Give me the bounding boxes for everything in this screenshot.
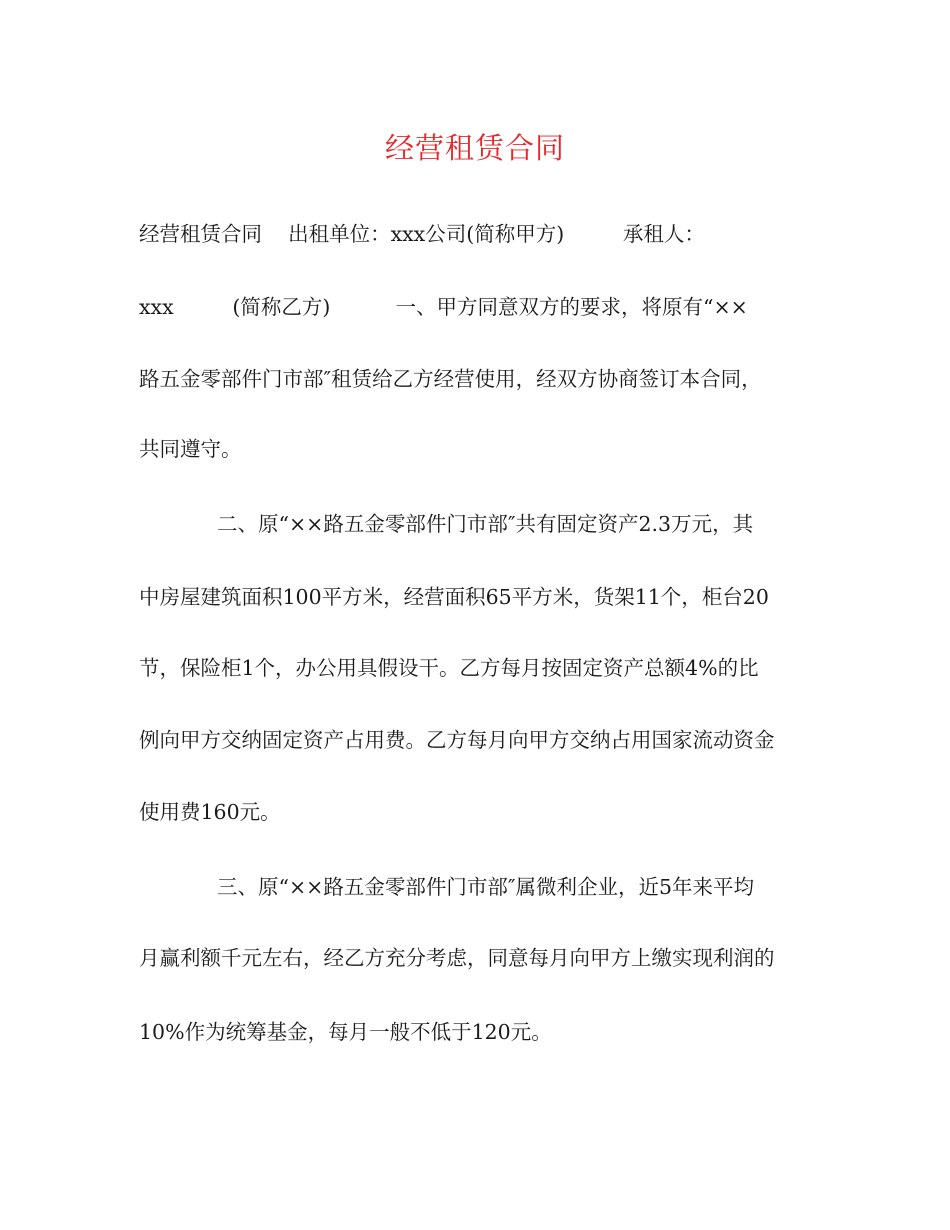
text-line-5: 二、原“××路五金零部件门市部″共有固定资产2.3万元，其	[217, 512, 754, 536]
text-line-8: 例向甲方交纳固定资产占用费。乙方每月向甲方交纳占用国家流动资金	[139, 728, 775, 752]
document-title: 经营租赁合同	[384, 131, 565, 165]
text-line-6: 中房屋建筑面积100平方米，经营面积65平方米，货架11个，柜台20	[139, 585, 769, 609]
text-line-12: 10%作为统筹基金，每月一般不低于120元。	[139, 1020, 552, 1044]
text-line-2: xxx (简称乙方) 一、甲方同意双方的要求，将原有“××	[139, 295, 748, 319]
text-line-11: 月赢利额千元左右，经乙方充分考虑，同意每月向甲方上缴实现利润的	[139, 946, 775, 970]
text-line-9: 使用费160元。	[139, 800, 281, 824]
text-line-4: 共同遵守。	[139, 437, 242, 461]
text-line-10: 三、原“××路五金零部件门市部″属微利企业，近5年来平均	[217, 875, 755, 899]
text-line-1: 经营租赁合同 出租单位：xxx公司(简称甲方) 承租人：	[139, 222, 705, 246]
text-line-7: 节，保险柜1个，办公用具假设干。乙方每月按固定资产总额4%的比	[139, 656, 759, 680]
text-line-3: 路五金零部件门市部″租赁给乙方经营使用，经双方协商签订本合同，	[139, 367, 762, 391]
